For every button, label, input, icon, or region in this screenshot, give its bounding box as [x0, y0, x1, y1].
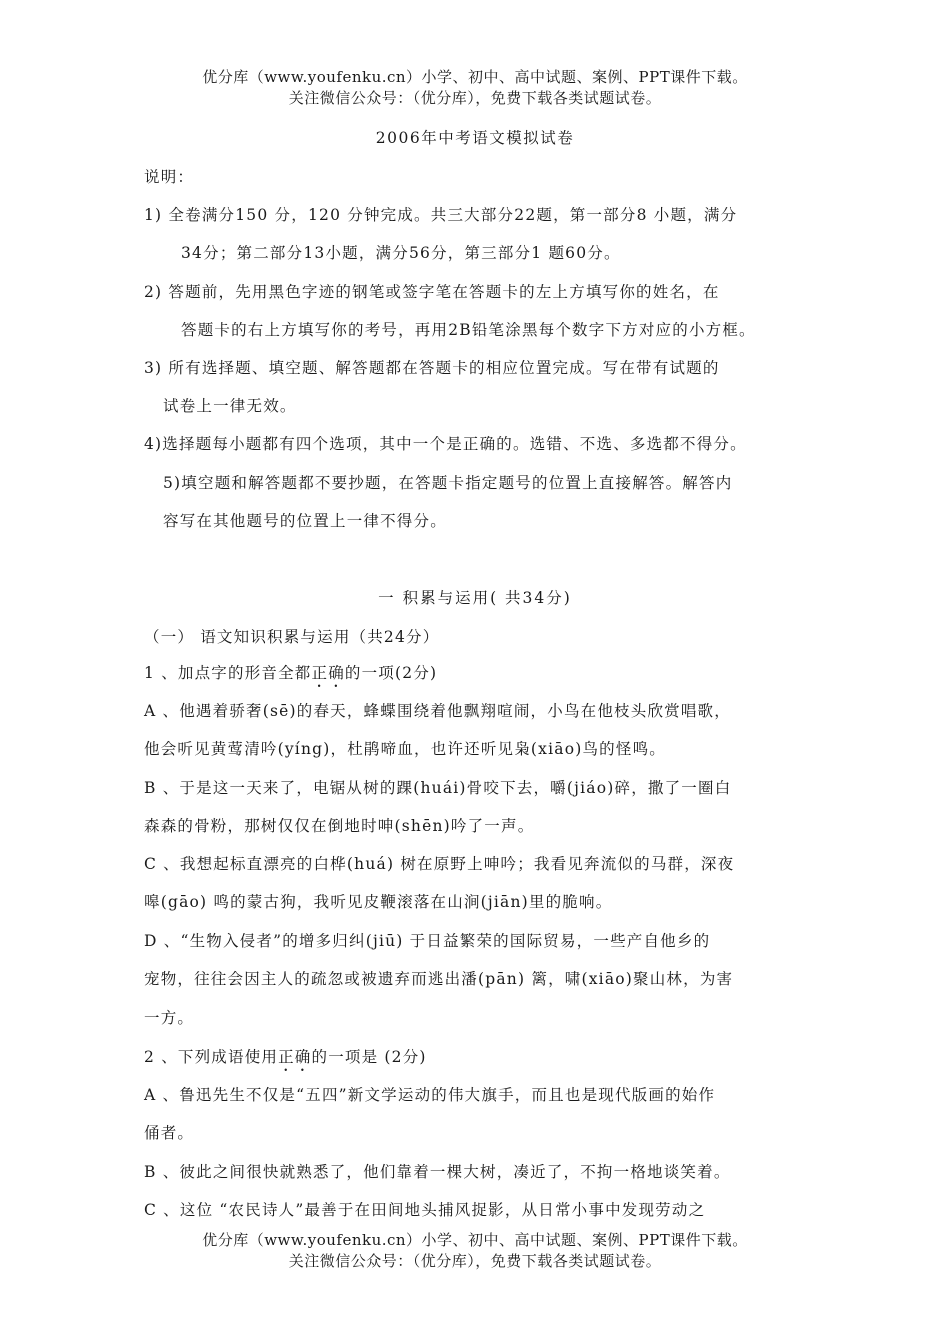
- question-2-stem-a: 2 、下列成语使用: [144, 1048, 279, 1066]
- q1-option-d-line-2: 宠物，往往会因主人的疏忽或被遗弃而逃出潘(pān) 篱，啸(xiāo)聚山林，为害: [144, 970, 734, 988]
- q1-option-a-line-2: 他会听见黄莺清吟(yíng)，杜鹃啼血，也许还听见枭(xiāo)鸟的怪鸣。: [144, 740, 666, 758]
- question-1-stem-a: 1 、加点字的形音全都: [144, 664, 312, 682]
- instruction-4: 4)选择题每小题都有四个选项，其中一个是正确的。选错、不选、多选都不得分。: [144, 435, 747, 453]
- header-line-2: 关注微信公众号：（优分库），免费下载各类试题试卷。: [288, 89, 662, 107]
- instruction-5-line-2: 容写在其他题号的位置上一律不得分。: [163, 512, 447, 530]
- footer-line-2: 关注微信公众号：（优分库），免费下载各类试题试卷。: [288, 1252, 662, 1270]
- q1-option-d-line-3: 一方。: [144, 1009, 195, 1027]
- subsection-title: （一） 语文知识积累与运用（共24分）: [144, 628, 440, 646]
- q2-option-c-line-1: C 、这位 “农民诗人”最善于在田间地头捕风捉影，从日常小事中发现劳动之: [144, 1201, 706, 1219]
- instruction-2-line-1: 2) 答题前，先用黑色字迹的钢笔或签字笔在答题卡的左上方填写你的姓名，在: [144, 283, 720, 301]
- q1-option-c-line-2: 嗥(gāo) 鸣的蒙古狗，我听见皮鞭滚落在山涧(jiān)里的脆响。: [144, 893, 613, 911]
- question-1-emphasis: 正确: [311, 664, 345, 682]
- instruction-2-line-2: 答题卡的右上方填写你的考号，再用2B铅笔涂黑每个数字下方对应的小方框。: [181, 321, 756, 339]
- instruction-3-line-2: 试卷上一律无效。: [163, 397, 297, 415]
- q1-option-b-line-1: B 、于是这一天来了，电锯从树的踝(huái)骨咬下去，嚼(jiáo)碎，撒了一圈白: [144, 779, 732, 797]
- instruction-3-line-1: 3) 所有选择题、填空题、解答题都在答题卡的相应位置完成。写在带有试题的: [144, 359, 720, 377]
- q2-option-a-line-2: 俑者。: [144, 1124, 195, 1142]
- q2-option-b-line-1: B 、彼此之间很快就熟悉了，他们靠着一棵大树，凑近了，不拘一格地谈笑着。: [144, 1163, 731, 1181]
- question-2-emphasis: 正确: [278, 1048, 312, 1066]
- section-title: 一 积累与运用( 共34分): [378, 589, 572, 607]
- q2-option-a-line-1: A 、鲁迅先生不仅是“五四”新文学运动的伟大旗手，而且也是现代版画的始作: [144, 1086, 716, 1104]
- q1-option-d-line-1: D 、“生物入侵者”的增多归纠(jiū) 于日益繁荣的国际贸易，一些产自他乡的: [144, 932, 711, 950]
- instruction-5-line-1: 5)填空题和解答题都不要抄题，在答题卡指定题号的位置上直接解答。解答内: [163, 474, 733, 492]
- question-2-stem: [144, 1045, 427, 1075]
- document-title: 2006年中考语文模拟试卷: [375, 129, 575, 147]
- instructions-heading: 说明：: [144, 168, 195, 186]
- header-line-1: 优分库（www.youfenku.cn）小学、初中、高中试题、案例、PPT课件下载。: [202, 68, 748, 86]
- question-1-stem: [144, 661, 437, 691]
- question-2-stem-b: 的一项是 (2分): [311, 1048, 427, 1066]
- instruction-1-line-2: 34分；第二部分13小题，满分56分，第三部分1 题60分。: [181, 244, 621, 262]
- q1-option-c-line-1: C 、我想起标直漂亮的白桦(huá) 树在原野上呻吟；我看见奔流似的马群，深夜: [144, 855, 735, 873]
- footer-line-1: 优分库（www.youfenku.cn）小学、初中、高中试题、案例、PPT课件下载。: [202, 1231, 748, 1249]
- question-1-stem-b: 的一项(2分): [344, 664, 438, 682]
- instruction-1-line-1: 1) 全卷满分150 分，120 分钟完成。共三大部分22题，第一部分8 小题，满分: [144, 206, 738, 224]
- q1-option-b-line-2: 森森的骨粉，那树仅仅在倒地时呻(shēn)吟了一声。: [144, 817, 535, 835]
- q1-option-a-line-1: A 、他遇着骄奢(sē)的春天，蜂蝶围绕着他飘翔喧闹，小鸟在他枝头欣赏唱歌，: [144, 702, 731, 720]
